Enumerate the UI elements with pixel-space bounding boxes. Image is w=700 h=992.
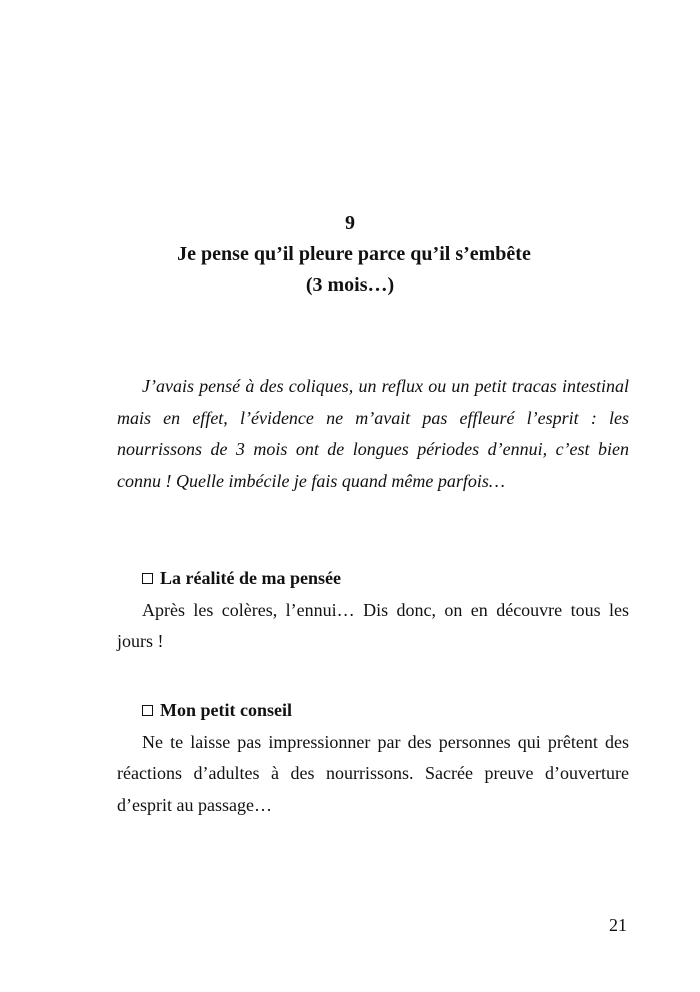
chapter-title: Je pense qu’il pleure parce qu’il s’embête	[177, 243, 531, 265]
section-reality	[117, 563, 629, 658]
intro-text: J’avais pensé à des coliques, un reflux ou un petit tracas intestinal mais en effet, l’évidence ne m’avait pas effleuré l’esprit : les nourrissons de 3 mois ont de longues périodes d’ennui, c’est bien connu ! Quelle imbécile je fais quand même parfois…	[117, 376, 629, 491]
section-advice	[117, 695, 629, 821]
chapter-number: 9	[345, 212, 355, 234]
chapter-subtitle: (3 mois…)	[305, 274, 395, 296]
intro-paragraph	[117, 371, 629, 497]
empty-checkbox-icon	[142, 705, 153, 716]
page-number: 21	[609, 915, 627, 935]
section-title-text: La réalité de ma pensée	[160, 568, 341, 588]
section-body-text: Ne te laisse pas impressionner par des personnes qui prêtent des réactions d’adultes à des nourrissons. Sacrée preuve d’ouverture d’esprit au passage…	[117, 731, 629, 815]
section-body-text: Après les colères, l’ennui… Dis donc, on en découvre tous les jours !	[117, 599, 629, 651]
section-title-text: Mon petit conseil	[160, 700, 292, 720]
section-heading	[117, 695, 629, 727]
empty-checkbox-icon	[142, 573, 153, 584]
section-heading	[117, 563, 629, 595]
chapter-heading	[0, 208, 700, 301]
